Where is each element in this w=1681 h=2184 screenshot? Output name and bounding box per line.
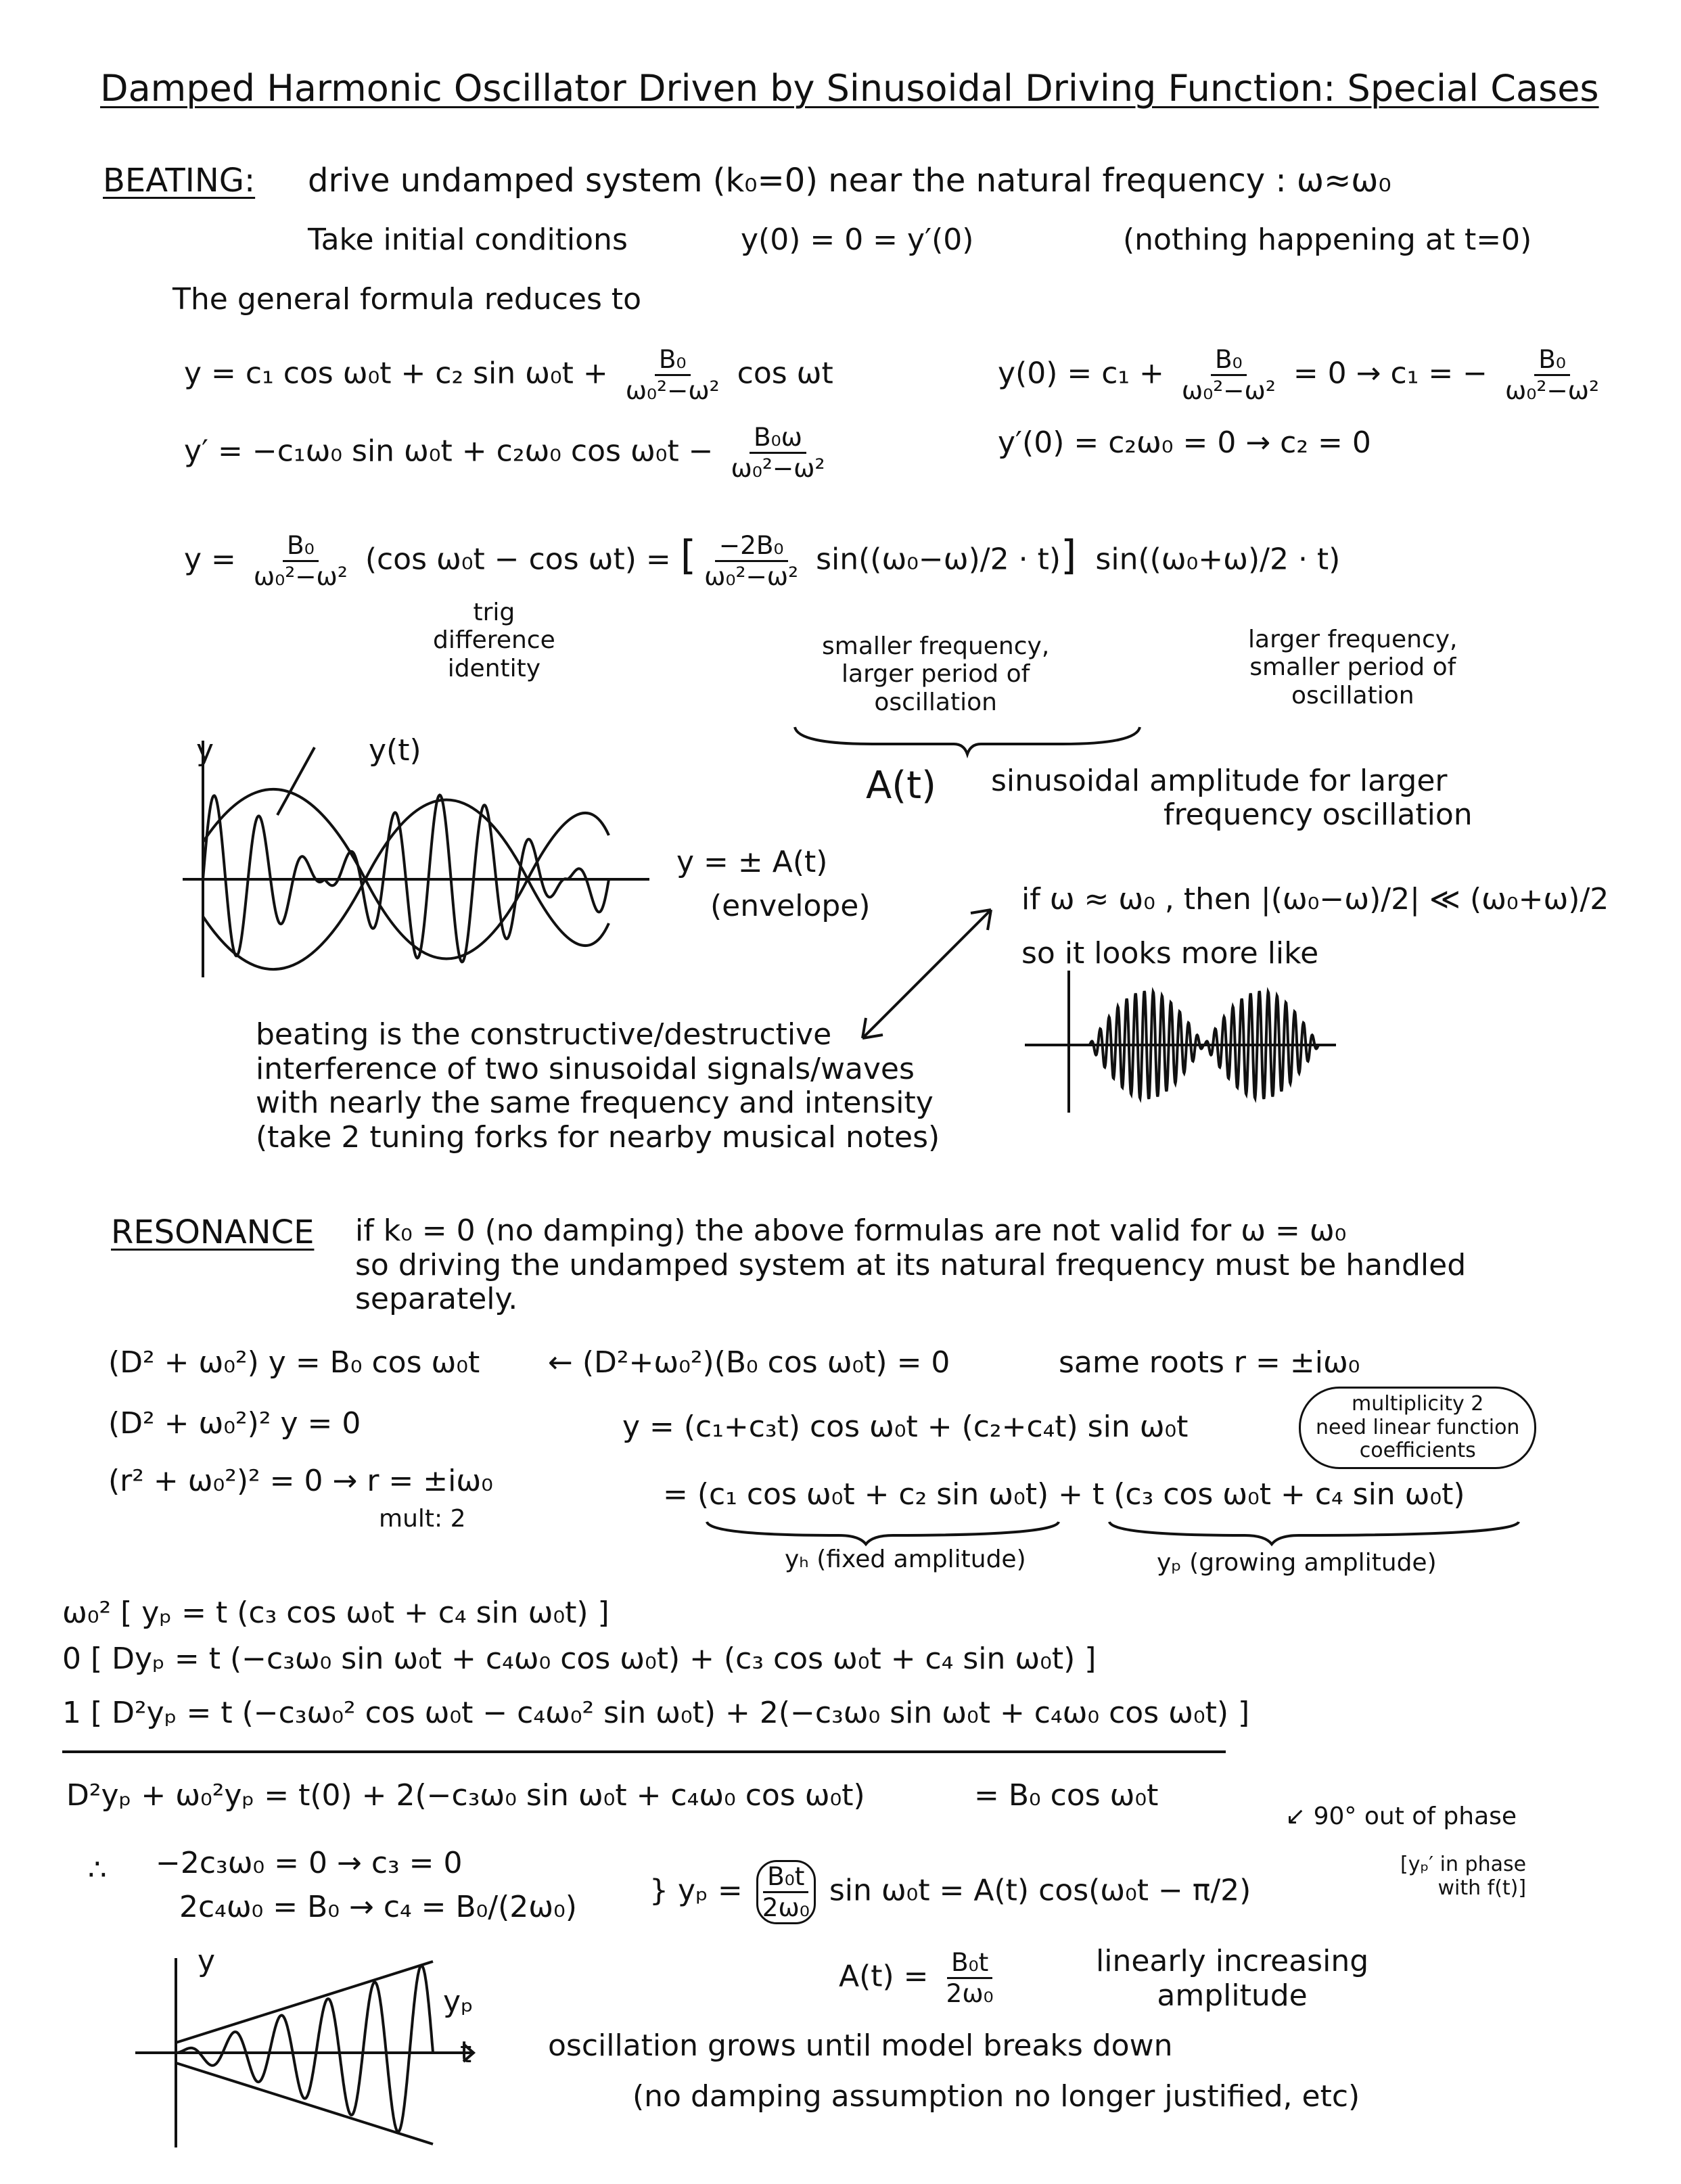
particular-solution: } yₚ = $\frac{\text{B₀t}}{\text{2ω₀}}$ sin ω₀t = A(t) cos(ω₀t − π/2): [649, 1860, 1251, 1924]
c4-solution: 2c₄ω₀ = B₀ → c₄ = B₀/(2ω₀): [179, 1890, 577, 1924]
beating-intro: drive undamped system (k₀=0) near the natural frequency : ω≈ω₀: [308, 162, 1391, 200]
equation-y-prime: y′ = −c₁ω₀ sin ω₀t + c₂ω₀ cos ω₀t − $\frac{\text{B₀ω}}{\text{ω₀²−ω²}}$: [184, 422, 825, 484]
axes: [135, 1958, 474, 2147]
initial-condition-c1: y(0) = c₁ + $\frac{\text{B₀}}{\text{ω₀²−ω²}}$ = 0 → c₁ = − $\frac{\text{B₀}}{\text{ω₀²−ω²}}$: [998, 344, 1599, 406]
amplitude-note-2: frequency oscillation: [1164, 797, 1473, 832]
annihilator: ← (D²+ω₀²)(B₀ cos ω₀t) = 0: [548, 1345, 950, 1380]
yp-label: yₚ (growing amplitude): [1157, 1549, 1437, 1577]
grows-note: (no damping assumption no longer justified, etc): [632, 2079, 1360, 2114]
phase-bracket-note: [yₚ′ in phase with f(t)]: [1400, 1853, 1527, 1900]
sum-rhs: = B₀ cos ω₀t: [974, 1778, 1159, 1813]
if-note: if ω ≈ ω₀ , then |(ω₀−ω)/2| ≪ (ω₀+ω)/2: [1021, 882, 1609, 916]
envelope-label: y = ± A(t): [676, 845, 828, 879]
characteristic-equation: (r² + ω₀²)² = 0 → r = ±iω₀: [108, 1464, 493, 1498]
initial-equation: y(0) = 0 = y′(0): [741, 223, 974, 257]
therefore-symbol: ∴: [88, 1853, 107, 1887]
derivative-2: 1 [ D²yₚ = t (−c₃ω₀² cos ω₀t − c₄ω₀² sin ω₀t) + 2(−c₃ω₀ sin ω₀t + c₄ω₀ cos ω₀t) ]: [62, 1696, 1250, 1730]
general-solution: y = (c₁+c₃t) cos ω₀t + (c₂+c₄t) sin ω₀t: [622, 1410, 1189, 1444]
resonance-graph-y: y: [198, 1944, 216, 1978]
beating-heading: BEATING:: [103, 162, 256, 200]
resonance-intro: if k₀ = 0 (no damping) the above formulas are not valid for ω = ω₀ so driving the undamped system at its natural frequency must be handled separately.: [355, 1213, 1467, 1317]
linear-note: linearly increasing amplitude: [1096, 1944, 1369, 2013]
graph-y-label: y: [196, 733, 214, 768]
yh-label: yₕ (fixed amplitude): [785, 1546, 1026, 1573]
larger-frequency-note: larger frequency, smaller period of oscillation: [1248, 626, 1458, 710]
beating-small-graph: [1021, 967, 1339, 1116]
same-roots: same roots r = ±iω₀: [1059, 1345, 1360, 1380]
c3-solution: −2c₃ω₀ = 0 → c₃ = 0: [156, 1846, 463, 1880]
sum-equation: D²yₚ + ω₀²yₚ = t(0) + 2(−c₃ω₀ sin ω₀t + c₄ω₀ cos ω₀t): [66, 1778, 865, 1813]
smaller-frequency-note: smaller frequency, larger period of oscillation: [822, 632, 1050, 716]
brace-amplitude: [791, 724, 1143, 758]
multiplicity-note: multiplicity 2 need linear function coefficients: [1299, 1387, 1536, 1469]
explain-text: beating is the constructive/destructive interference of two sinusoidal signals/waves with nearly the same frequency and intensity (take 2 tuning forks for nearby musical notes): [256, 1017, 940, 1155]
grows-text: oscillation grows until model breaks down: [548, 2028, 1173, 2063]
phase-note: ↙ 90° out of phase: [1285, 1803, 1517, 1830]
initial-condition-c2: y′(0) = c₂ω₀ = 0 → c₂ = 0: [998, 425, 1371, 460]
annihilated-equation: (D² + ω₀²)² y = 0: [108, 1406, 361, 1441]
growing-wave: [176, 1966, 433, 2132]
graph-yt-label: y(t): [369, 733, 421, 768]
amplitude-formula: A(t) = $\frac{\text{B₀t}}{\text{2ω₀}}$: [839, 1947, 994, 2009]
split-braces: [704, 1518, 1542, 1546]
derivative-1: 0 [ Dyₚ = t (−c₃ω₀ sin ω₀t + c₄ω₀ cos ω₀t) + (c₃ cos ω₀t + c₄ sin ω₀t) ]: [62, 1642, 1097, 1676]
amplitude-note-1: sinusoidal amplitude for larger: [991, 764, 1448, 798]
trig-note: trig difference identity: [433, 599, 555, 682]
resonance-graph: [135, 1955, 487, 2151]
arrow-yt: [277, 747, 315, 815]
equation-y: y = c₁ cos ω₀t + c₂ sin ω₀t + $\frac{\text{B₀}}{\text{ω₀²−ω²}}$ cos ωt: [184, 344, 833, 406]
looks-like: so it looks more like: [1021, 936, 1319, 971]
resonance-heading: RESONANCE: [111, 1213, 315, 1251]
initial-label: Take initial conditions: [308, 223, 628, 257]
beating-graph: [176, 734, 663, 991]
initial-note: (nothing happening at t=0): [1123, 223, 1532, 257]
axes: [183, 741, 649, 977]
resonance-graph-t: t: [460, 2035, 472, 2070]
split-solution: = (c₁ cos ω₀t + c₂ sin ω₀t) + t (c₃ cos ω₀t + c₄ sin ω₀t): [663, 1477, 1465, 1512]
differential-equation: (D² + ω₀²) y = B₀ cos ω₀t: [108, 1345, 480, 1380]
equation-product: y = $\frac{\text{B₀}}{\text{ω₀²−ω²}}$ (cos ω₀t − cos ωt) = [ $\frac{\text{−2B₀}}{\text{ω₀²−ω²}}$ sin((ω₀−ω)/2 · t)] sin((ω₀+ω)/2 · t): [184, 530, 1341, 592]
amplitude-label: A(t): [866, 764, 936, 808]
page-title: Damped Harmonic Oscillator Driven by Sinusoidal Driving Function: Special Cases: [100, 67, 1599, 110]
reduces-text: The general formula reduces to: [172, 282, 642, 317]
multiplicity: mult: 2: [379, 1505, 466, 1533]
derivative-0: ω₀² [ yₚ = t (c₃ cos ω₀t + c₄ sin ω₀t) ]: [62, 1596, 609, 1630]
envelope-note: (envelope): [710, 889, 871, 923]
resonance-graph-yp: yₚ: [443, 1984, 474, 2019]
sum-divider: [62, 1748, 1226, 1755]
